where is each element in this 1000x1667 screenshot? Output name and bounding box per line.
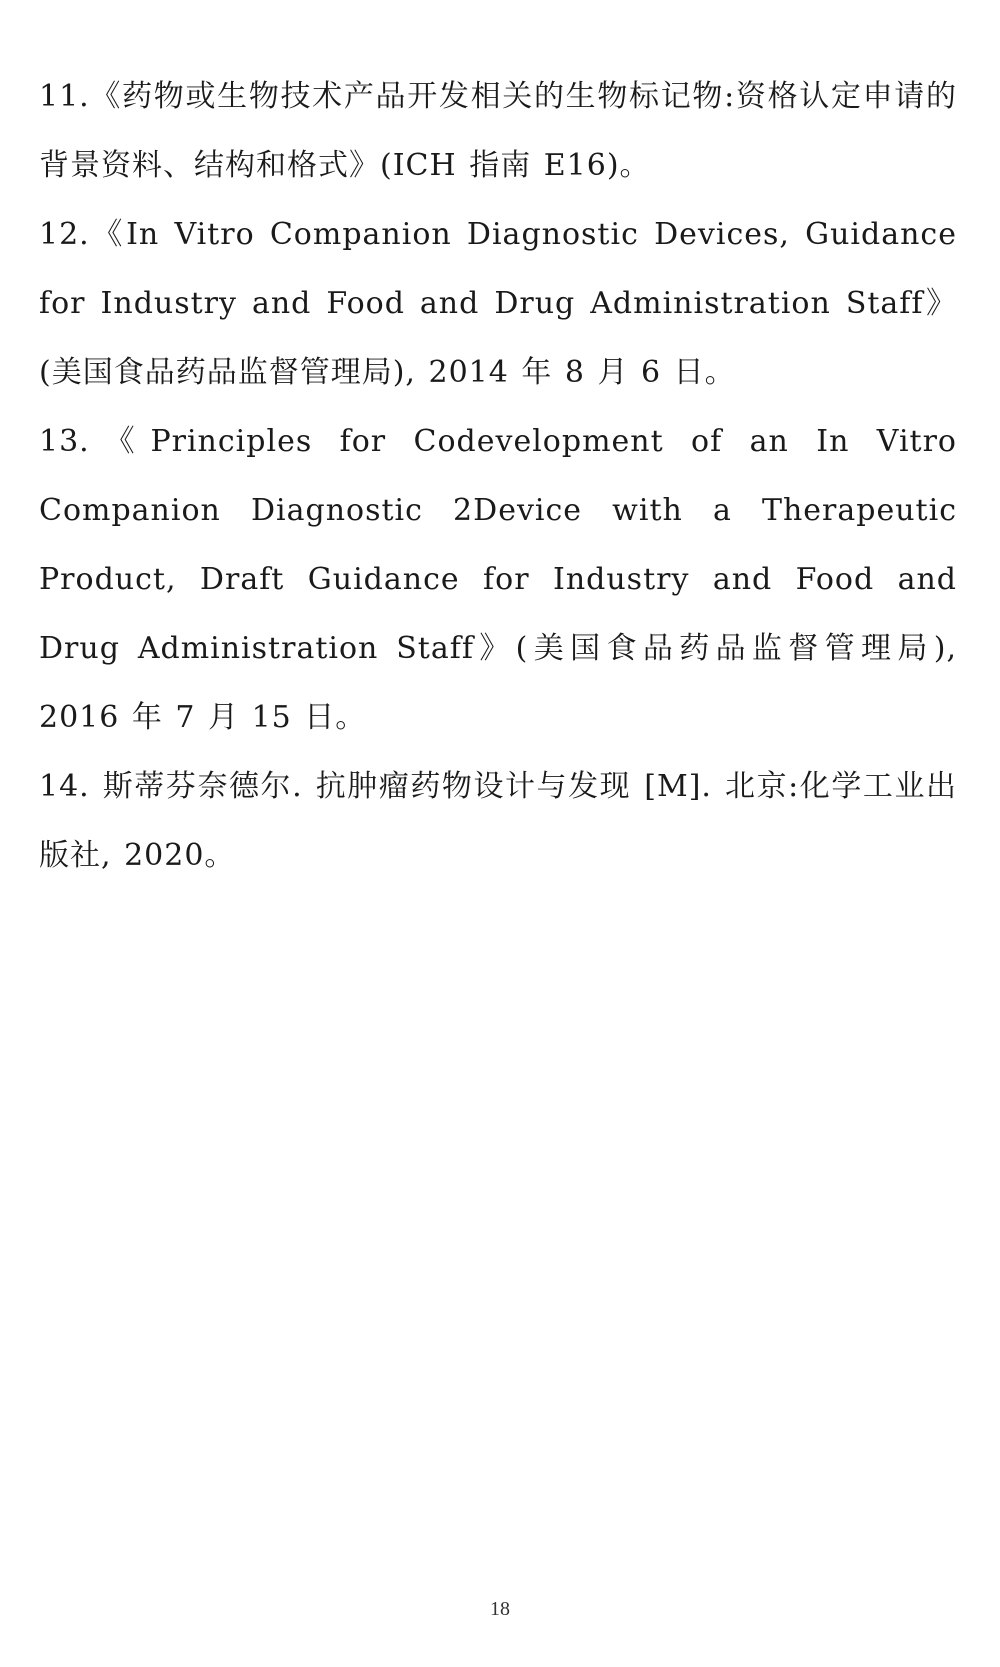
reference-item-13: 13.《Principles for Codevelopment of an In Vitro Companion Diagnostic 2Device with a Therapeutic Product, Draft Guidance for Industry and Food and Drug Administration Staff》(美国食品药品监督管理局), 2016 年 7 月 15 日。 xyxy=(39,424,957,735)
reference-item-14: 14. 斯蒂芬奈德尔. 抗肿瘤药物设计与发现 [M]. 北京:化学工业出版社, 2020。 xyxy=(39,769,957,873)
reference-list xyxy=(39,62,957,890)
reference-item-12: 12.《In Vitro Companion Diagnostic Devices, Guidance for Industry and Food and Drug Administration Staff》(美国食品药品监督管理局), 2014 年 8 月 6 日。 xyxy=(39,217,957,390)
reference-item-11: 11.《药物或生物技术产品开发相关的生物标记物:资格认定申请的背景资料、结构和格式》(ICH 指南 E16)。 xyxy=(39,79,957,183)
page-number: 18 xyxy=(490,1598,510,1620)
